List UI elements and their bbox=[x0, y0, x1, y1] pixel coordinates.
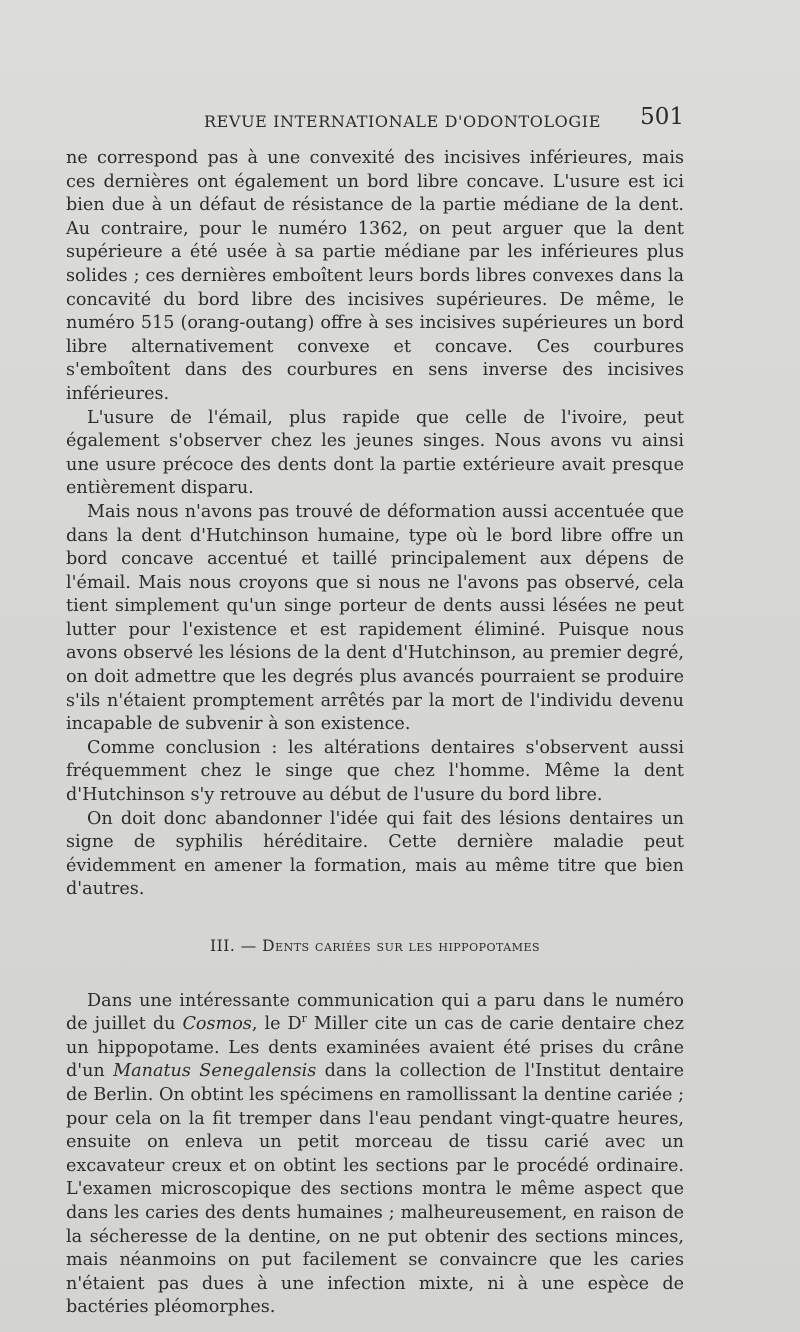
superscript: r bbox=[301, 1012, 307, 1026]
journal-title: Cosmos bbox=[182, 1014, 252, 1035]
text-run: , le D bbox=[251, 1014, 302, 1035]
paragraph bbox=[66, 990, 684, 1320]
running-head: REVUE INTERNATIONALE D'ODONTOLOGIE bbox=[204, 112, 601, 131]
paragraph: L'usure de l'émail, plus rapide que celle de l'ivoire, peut également s'observer chez les jeunes singes. Nous avons vu ainsi une usure précoce des dents dont la partie extérieure avait presque entièrement disparu. bbox=[66, 407, 684, 499]
text-run: Miller cite un cas de carie dentaire chez un hippopotame. Les dents examinées avaient été prises du crâne d'un bbox=[66, 1014, 684, 1082]
section-title: Dents cariées sur les hippopotames bbox=[262, 937, 541, 955]
page-number: 501 bbox=[640, 104, 684, 130]
paragraph: Mais nous n'avons pas trouvé de déformation aussi accentuée que dans la dent d'Hutchinson humaine, type où le bord libre offre un bord concave accentué et taillé principalement aux dépens de l'émail. Mais nous croyons que si nous ne l'avons pas observé, cela tient simplement qu'un singe porteur de dents aussi lésées ne peut lutter pour l'existence et est rapidement éliminé. Puisque nous avons observé les lésions de la dent d'Hutchinson, au premier degré, on doit admettre que les degrés plus avancés pourraient se produire s'ils n'étaient promptement arrêtés par la mort de l'individu devenu incapable de subvenir à son existence. bbox=[66, 501, 684, 735]
section-dash: — bbox=[240, 937, 257, 955]
body-text bbox=[66, 147, 684, 1320]
page-header bbox=[66, 104, 684, 138]
paragraph: ne correspond pas à une convexité des incisives inférieures, mais ces dernières ont également un bord libre concave. L'usure est ici bien due à un défaut de résistance de la partie médiane de la dent. Au contraire, pour le numéro 1362, on peut arguer que la dent supérieure a été usée à sa partie médiane par les inférieures plus solides ; ces dernières emboîtent leurs bords libres convexes dans la concavité du bord libre des incisives supérieures. De même, le numéro 515 (orang-outang) offre à ses incisives supérieures un bord libre alternativement convexe et concave. Ces courbures s'emboîtent dans des courbures en sens inverse des incisives inférieures. bbox=[66, 148, 684, 404]
text-run: dans la collection de l'Institut dentaire de Berlin. On obtint les spécimens en ramollissant la dentine cariée ; pour cela on la fit tremper dans l'eau pendant vingt-quatre heures, ensuite on enleva un petit morceau de tissu carié avec un excavateur creux et on obtint les sections par le procédé ordinaire. L'examen microscopique des sections montra le même aspect que dans les caries des dents humaines ; malheureusement, en raison de la sécheresse de la dentine, on ne put obtenir des sections minces, mais néanmoins on put facilement se convaincre que les caries n'étaient pas dues à une infection mixte, ni à une espèce de bactéries pléomorphes. bbox=[66, 1061, 684, 1318]
section-heading bbox=[66, 935, 684, 959]
paragraph: On doit donc abandonner l'idée qui fait des lésions dentaires un signe de syphilis héréditaire. Cette dernière maladie peut évidemment en amener la formation, mais au même titre que bien d'autres. bbox=[66, 808, 684, 900]
text-run: Dans une intéressante communication qui a paru dans le numéro de juillet du bbox=[66, 990, 684, 1035]
paragraph: Comme conclusion : les altérations dentaires s'observent aussi fréquemment chez le singe que chez l'homme. Même la dent d'Hutchinson s'y retrouve au début de l'usure du bord libre. bbox=[66, 737, 684, 806]
section-numeral: III. bbox=[209, 937, 236, 955]
species-name: Manatus Senegalensis bbox=[113, 1061, 317, 1082]
